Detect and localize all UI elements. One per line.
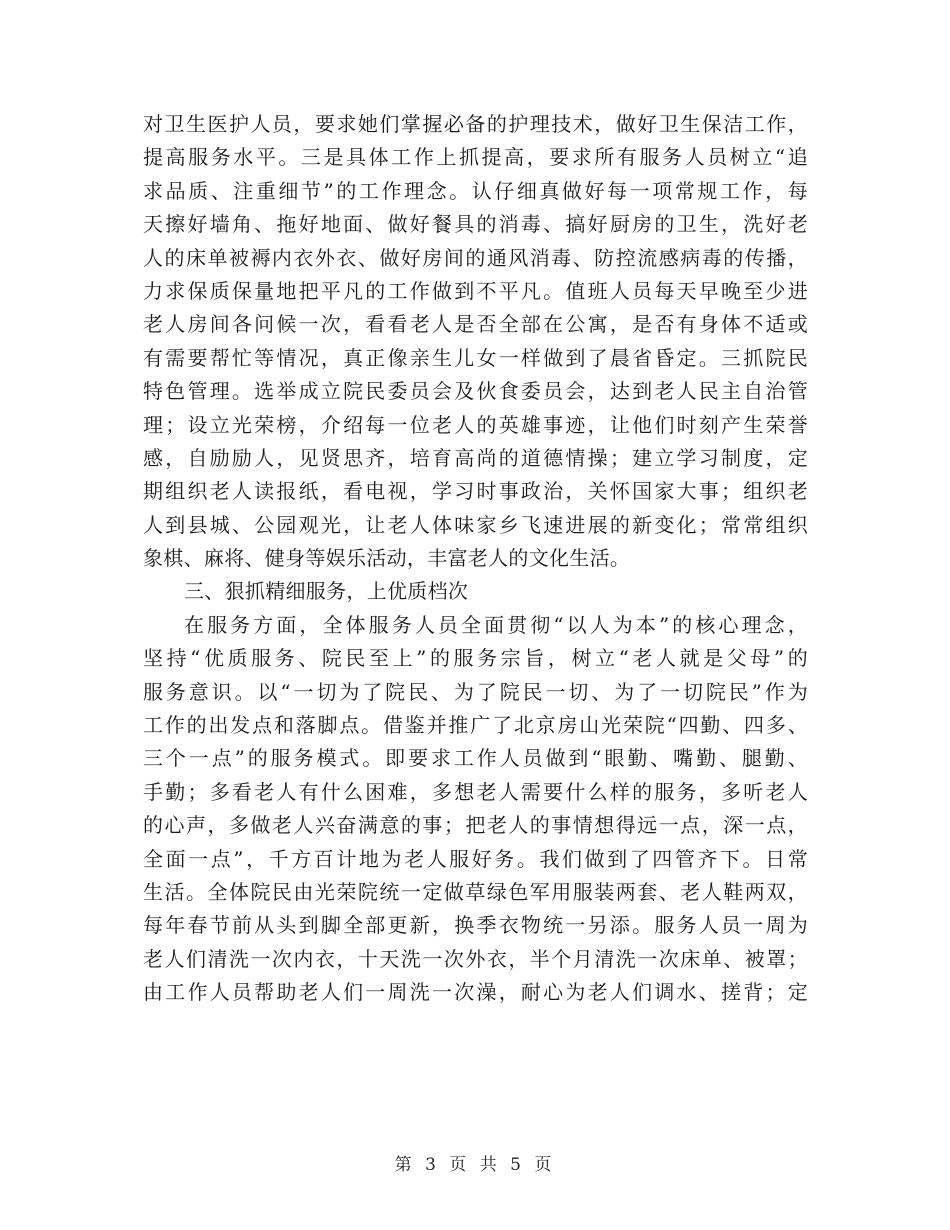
text-line: 象棋、麻将、健身等娱乐活动，丰富老人的文化生活。 (143, 546, 631, 571)
text-line: 理；设立光荣榜，介绍每一位老人的英雄事迹，让他们时刻产生荣誉 (143, 412, 808, 437)
text-line: 力求保质保量地把平凡的工作做到不平凡。值班人员每天早晚至少进 (143, 278, 808, 303)
text-line: 每年春节前从头到脚全部更新，换季衣物统一另添。服务人员一周为 (143, 913, 808, 938)
section-heading: 三、狠抓精细服务，上优质档次 (184, 579, 469, 604)
text-line: 服务意识。以“一切为了院民、为了院民一切、为了一切院民”作为 (143, 679, 808, 704)
text-line: 期组织老人读报纸，看电视，学习时事政治，关怀国家大事；组织老 (143, 479, 808, 504)
text-line: 全面一点”，千方百计地为老人服好务。我们做到了四管齐下。日常 (143, 846, 808, 871)
text-line: 提高服务水平。三是具体工作上抓提高，要求所有服务人员树立“追 (143, 145, 808, 170)
body-text (143, 108, 808, 1010)
text-line: 求品质、注重细节”的工作理念。认仔细真做好每一项常规工作，每 (143, 178, 808, 203)
text-line: 坚持“优质服务、院民至上”的服务宗旨，树立“老人就是父母”的 (143, 646, 808, 671)
text-line: 老人房间各问候一次，看看老人是否全部在公寓，是否有身体不适或 (143, 312, 808, 337)
text-line: 人到县城、公园观光，让老人体味家乡飞速进展的新变化；常常组织 (143, 512, 808, 537)
text-line: 感，自励励人，见贤思齐，培育高尚的道德情操；建立学习制度，定 (143, 445, 808, 470)
text-line: 在服务方面，全体服务人员全面贯彻“以人为本”的核心理念， (184, 612, 808, 637)
text-line: 三个一点”的服务模式。即要求工作人员做到“眼勤、嘴勤、腿勤、 (143, 746, 808, 771)
page-number-footer: 第 3 页 共 5 页 (394, 1155, 556, 1175)
text-line: 人的床单被褥内衣外衣、做好房间的通风消毒、防控流感病毒的传播， (143, 245, 808, 270)
text-line: 工作的出发点和落脚点。借鉴并推广了北京房山光荣院“四勤、四多、 (143, 713, 808, 738)
text-line: 天擦好墙角、拖好地面、做好餐具的消毒、搞好厨房的卫生，洗好老 (143, 212, 808, 237)
text-line: 手勤；多看老人有什么困难，多想老人需要什么样的服务，多听老人 (143, 779, 808, 804)
text-line: 特色管理。选举成立院民委员会及伙食委员会，达到老人民主自治管 (143, 379, 808, 404)
text-line: 老人们清洗一次内衣，十天洗一次外衣，半个月清洗一次床单、被罩； (143, 946, 808, 971)
text-line: 对卫生医护人员，要求她们掌握必备的护理技术，做好卫生保洁工作， (143, 112, 808, 136)
text-line: 由工作人员帮助老人们一周洗一次澡，耐心为老人们调水、搓背；定 (143, 980, 808, 1005)
text-line: 有需要帮忙等情况，真正像亲生儿女一样做到了晨省昏定。三抓院民 (143, 345, 808, 370)
text-line: 生活。全体院民由光荣院统一定做草绿色军用服装两套、老人鞋两双， (143, 879, 808, 904)
text-line: 的心声，多做老人兴奋满意的事；把老人的事情想得远一点，深一点， (143, 813, 808, 838)
